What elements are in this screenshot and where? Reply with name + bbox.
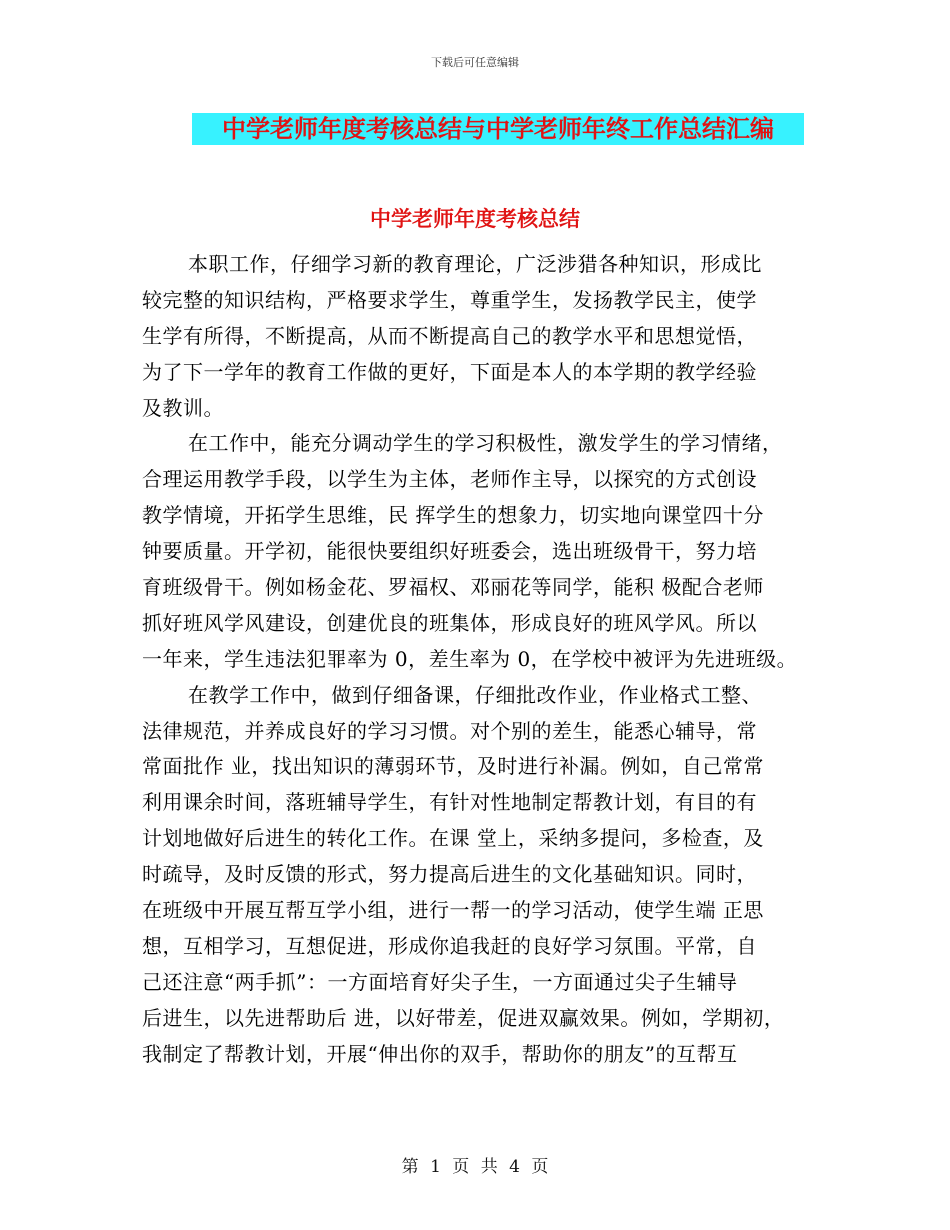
header-note: 下载后可任意编辑 xyxy=(431,56,519,69)
paragraph-line: 我制定了帮教计划，开展“伸出你的双手，帮助你的朋友”的互帮互 xyxy=(142,1041,738,1066)
paragraph-line: 后进生，以先进帮助后 进，以好带差，促进双赢效果。例如，学期初， xyxy=(142,1005,785,1030)
paragraph-line: 时疏导，及时反馈的形式，努力提高后进生的文化基础知识。同时， xyxy=(142,862,757,887)
paragraph-line: 钟要质量。开学初，能很快要组织好班委会，选出班级骨干，努力培 xyxy=(142,539,757,564)
paragraph-line: 想，互相学习，互想促进，形成你追我赶的良好学习氛围。平常，自 xyxy=(142,933,757,958)
paragraph-line: 为了下一学年的教育工作做的更好，下面是本人的本学期的教学经验 xyxy=(142,359,757,384)
page-number: 第 1 页 共 4 页 xyxy=(401,1157,549,1177)
paragraph-line: 教学情境，开拓学生思维，民 挥学生的想象力，切实地向课堂四十分 xyxy=(142,503,764,528)
paragraph-line: 法律规范，并养成良好的学习习惯。对个别的差生，能悉心辅导，常 xyxy=(142,718,757,743)
paragraph-line: 利用课余时间，落班辅导学生，有针对性地制定帮教计划，有目的有 xyxy=(142,790,757,815)
paragraph-line: 一年来，学生违法犯罪率为 0，差生率为 0，在学校中被评为先进班级。 xyxy=(142,646,798,671)
paragraph-line: 在工作中，能充分调动学生的学习积极性，激发学生的学习情绪， xyxy=(188,431,783,456)
paragraph-line: 在教学工作中，做到仔细备课，仔细批改作业，作业格式工整、 xyxy=(188,682,762,707)
paragraph-line: 在班级中开展互帮互学小组，进行一帮一的学习活动，使学生端 正思 xyxy=(142,898,764,923)
paragraph-line: 抓好班风学风建设，创建优良的班集体，形成良好的班风学风。所以 xyxy=(142,610,757,635)
paragraph-line: 常面批作 业，找出知识的薄弱环节，及时进行补漏。例如，自己常常 xyxy=(142,754,764,779)
section-title: 中学老师年度考核总结 xyxy=(370,207,580,231)
paragraph-line: 己还注意“两手抓”：一方面培育好尖子生，一方面通过尖子生辅导 xyxy=(142,969,738,994)
paragraph-line: 生学有所得，不断提高，从而不断提高自己的教学水平和思想觉悟， xyxy=(142,323,757,348)
document-title: 中学老师年度考核总结与中学老师年终工作总结汇编 xyxy=(222,115,774,143)
paragraph-line: 及教训。 xyxy=(142,395,224,420)
paragraph-line: 育班级骨干。例如杨金花、罗福权、邓丽花等同学，能积 极配合老师 xyxy=(142,575,764,600)
paragraph-line: 较完整的知识结构，严格要求学生，尊重学生，发扬教学民主，使学 xyxy=(142,287,757,312)
paragraph-line: 合理运用教学手段，以学生为主体，老师作主导，以探究的方式创设 xyxy=(142,467,757,492)
paragraph-line: 本职工作，仔细学习新的教育理论，广泛涉猎各种知识，形成比 xyxy=(188,252,762,276)
paragraph-line: 计划地做好后进生的转化工作。在课 堂上，采纳多提问，多检查，及 xyxy=(142,826,764,851)
body-text xyxy=(142,247,832,1072)
title-highlight xyxy=(192,113,804,145)
